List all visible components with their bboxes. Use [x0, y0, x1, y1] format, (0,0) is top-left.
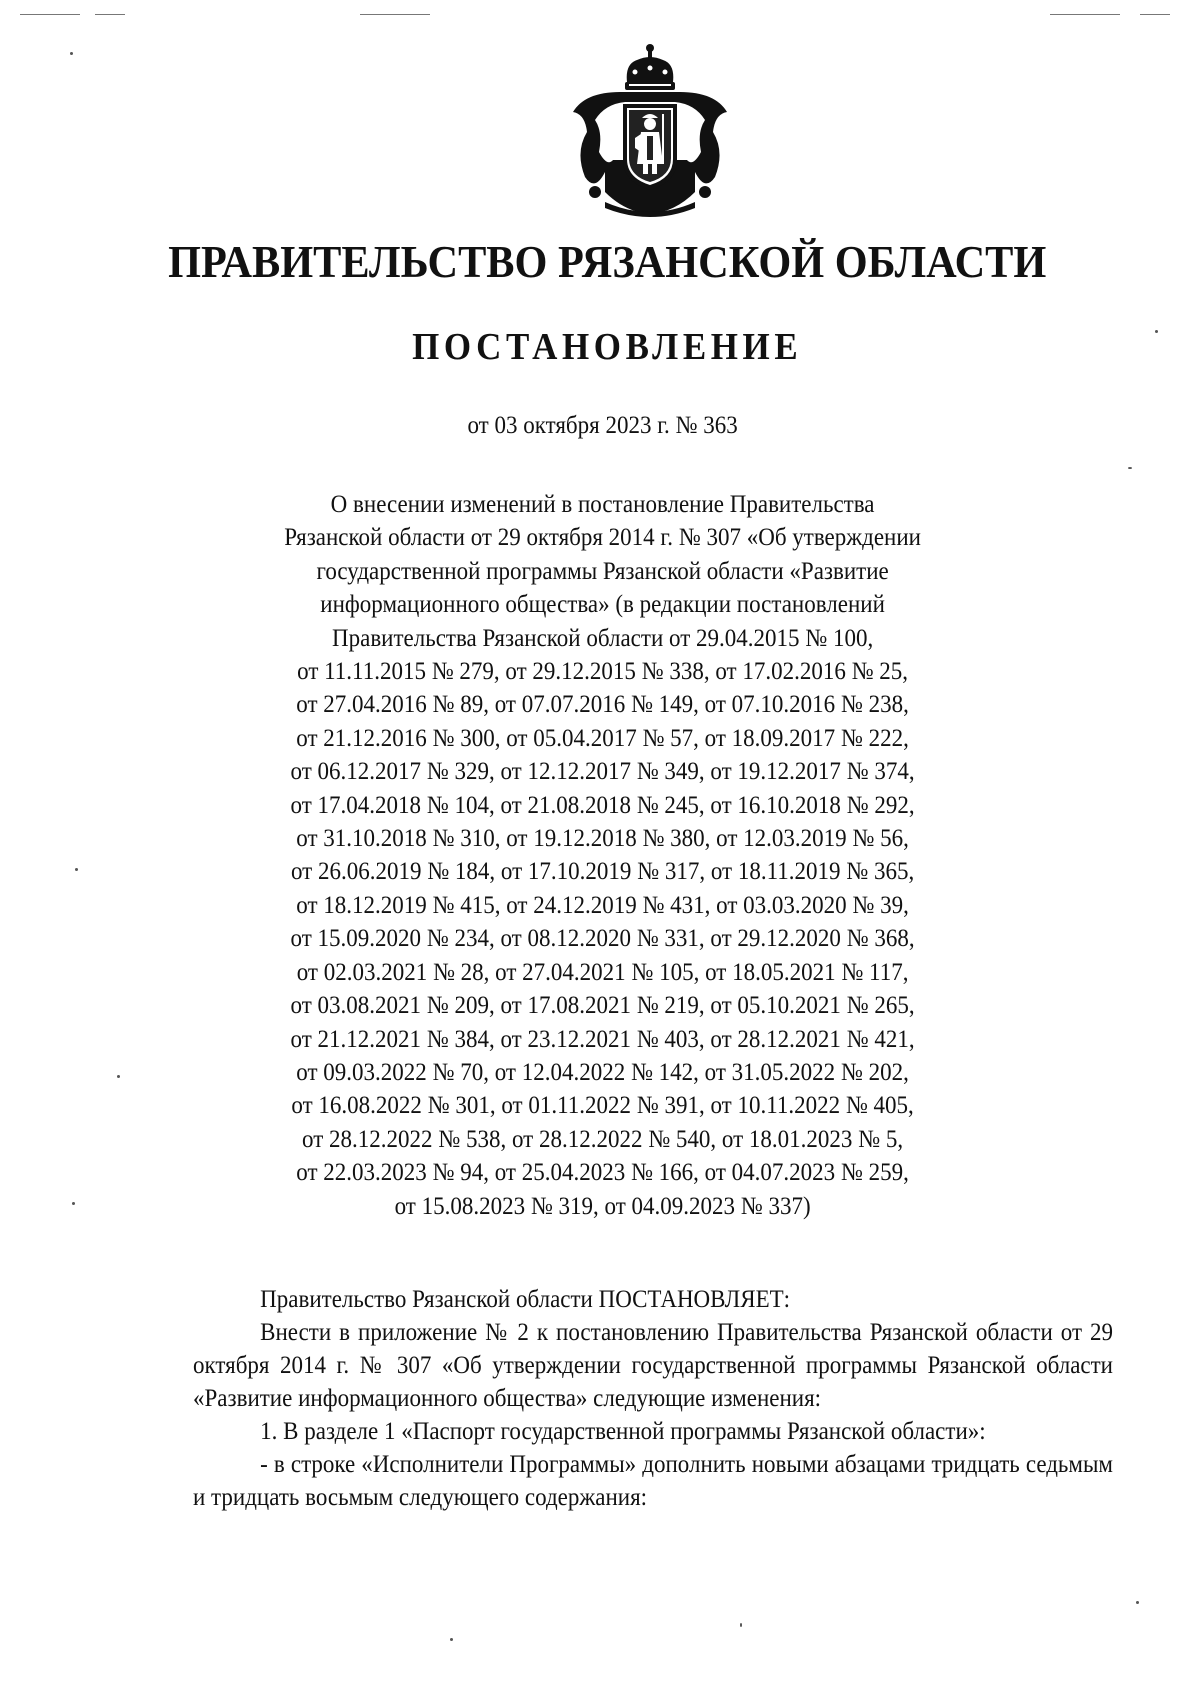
subject-line: от 03.08.2021 № 209, от 17.08.2021 № 219, от 05.10.2021 № 265, — [290, 992, 915, 1020]
subject-line: от 11.11.2015 № 279, от 29.12.2015 № 338, от 17.02.2016 № 25, — [297, 658, 909, 686]
subject-line: от 16.08.2022 № 301, от 01.11.2022 № 391, от 10.11.2022 № 405, — [291, 1092, 914, 1120]
item-1-subparagraph: - в строке «Исполнители Программы» дополнить новыми абзацами тридцать седьмым и тридцать восьмым следующего содержания: — [193, 1451, 1113, 1511]
organization-title: ПРАВИТЕЛЬСТВО РЯЗАНСКОЙ ОБЛАСТИ — [168, 236, 1047, 287]
subject-line: от 21.12.2021 № 384, от 23.12.2021 № 403, от 28.12.2021 № 421, — [290, 1025, 915, 1053]
scan-speck — [1128, 467, 1132, 469]
subject-line: от 21.12.2016 № 300, от 05.04.2017 № 57, от 18.09.2017 № 222, — [296, 724, 909, 752]
scan-speck — [1155, 330, 1158, 333]
subject-line: информационного общества» (в редакции постановлений — [320, 591, 885, 619]
subject-line: от 26.06.2019 № 184, от 17.10.2019 № 317, от 18.11.2019 № 365, — [290, 858, 915, 886]
subject-line: государственной программы Рязанской области «Развитие — [316, 557, 889, 585]
scan-artifact — [20, 14, 80, 15]
subject-line: от 06.12.2017 № 329, от 12.12.2017 № 349, от 19.12.2017 № 374, — [290, 758, 915, 786]
document-body — [193, 1283, 1113, 1514]
scan-speck — [1136, 1601, 1139, 1604]
document-subject — [0, 488, 1200, 1223]
subject-line: Рязанской области от 29 октября 2014 г. № 307 «Об утверждении — [284, 524, 921, 552]
scan-speck — [72, 1202, 75, 1205]
scan-speck — [70, 52, 73, 55]
scan-speck — [450, 1638, 453, 1641]
subject-line: от 09.03.2022 № 70, от 12.04.2022 № 142, от 31.05.2022 № 202, — [296, 1058, 909, 1086]
document-type-heading: ПОСТАНОВЛЕНИЕ — [412, 326, 803, 368]
subject-line: от 22.03.2023 № 94, от 25.04.2023 № 166, от 04.07.2023 № 259, — [296, 1159, 909, 1187]
scan-artifact — [1050, 14, 1120, 15]
document-date-number: от 03 октября 2023 г. № 363 — [467, 412, 738, 439]
intro-paragraph: Внести в приложение № 2 к постановлению Правительства Рязанской области от 29 октября 2014 г. № 307 «Об утверждении государственной программы Рязанской области «Развитие информационного общества» следующие изменения: — [193, 1319, 1113, 1412]
subject-line: от 28.12.2022 № 538, от 28.12.2022 № 540, от 18.01.2023 № 5, — [302, 1125, 904, 1153]
scan-artifact — [360, 14, 430, 15]
subject-line: от 15.09.2020 № 234, от 08.12.2020 № 331, от 29.12.2020 № 368, — [290, 925, 915, 953]
subject-line: от 31.10.2018 № 310, от 19.12.2018 № 380, от 12.03.2019 № 56, — [296, 825, 909, 853]
subject-line: от 02.03.2021 № 28, от 27.04.2021 № 105, от 18.05.2021 № 117, — [296, 958, 909, 986]
scan-speck — [740, 1623, 742, 1627]
subject-line: от 27.04.2016 № 89, от 07.07.2016 № 149, от 07.10.2016 № 238, — [296, 691, 909, 719]
scan-artifact — [1140, 14, 1170, 15]
scan-speck — [75, 868, 78, 871]
scan-speck — [117, 1075, 120, 1078]
subject-line: от 18.12.2019 № 415, от 24.12.2019 № 431, от 03.03.2020 № 39, — [296, 891, 909, 919]
subject-line: от 15.08.2023 № 319, от 04.09.2023 № 337) — [394, 1192, 811, 1220]
scan-artifact — [95, 14, 125, 15]
subject-line: от 17.04.2018 № 104, от 21.08.2018 № 245, от 16.10.2018 № 292, — [290, 791, 915, 819]
item-1-paragraph: 1. В разделе 1 «Паспорт государственной программы Рязанской области»: — [260, 1418, 986, 1445]
subject-line: Правительства Рязанской области от 29.04.2015 № 100, — [332, 624, 874, 652]
subject-line: О внесении изменений в постановление Правительства — [330, 491, 875, 518]
ryazan-coat-of-arms-icon — [565, 42, 735, 217]
resolves-paragraph: Правительство Рязанской области ПОСТАНОВЛЯЕТ: — [260, 1286, 791, 1313]
